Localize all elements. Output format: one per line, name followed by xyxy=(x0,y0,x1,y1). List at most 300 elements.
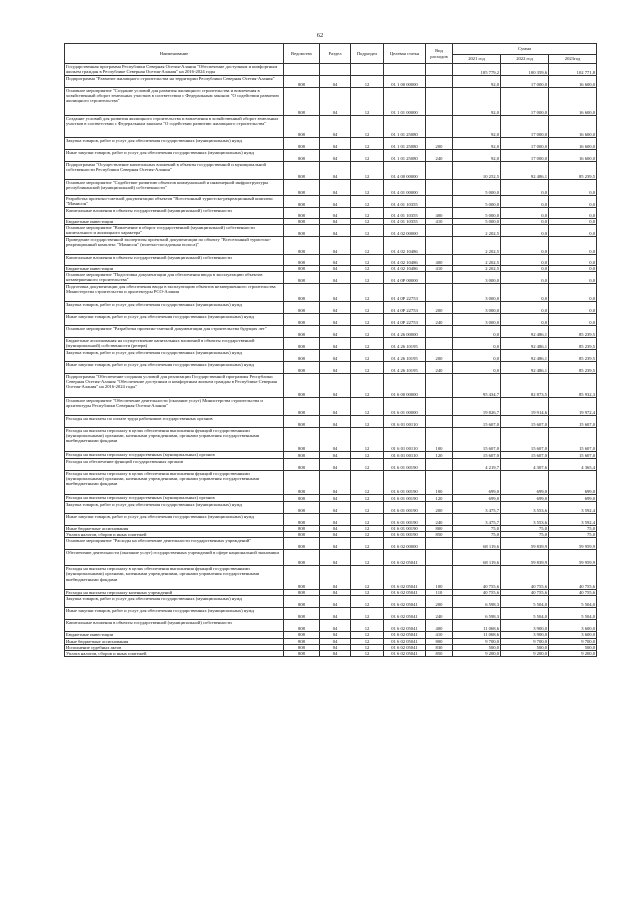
cell-2022: 5 504,0 xyxy=(501,608,549,620)
table-row xyxy=(65,162,597,180)
cell-section: 04 xyxy=(320,452,351,459)
cell-section: 04 xyxy=(320,362,351,374)
cell-2023: 3 592,4 xyxy=(549,502,597,514)
cell-target: 01 6 02 05041 xyxy=(384,620,426,632)
cell-exp-type xyxy=(426,116,453,138)
table-row xyxy=(65,237,597,255)
cell-exp-type: 120 xyxy=(426,452,453,459)
table-row xyxy=(65,650,597,656)
cell-2023: 40 755,6 xyxy=(549,590,597,596)
cell-subsection: 12 xyxy=(351,374,384,398)
cell-2021: 68 119,6 xyxy=(453,538,501,550)
table-row xyxy=(65,255,597,266)
cell-2021: 15 607,0 xyxy=(453,428,501,452)
cell-subsection: 12 xyxy=(351,550,384,566)
cell-section: 04 xyxy=(320,208,351,219)
cell-target: 01 6 01 00110 xyxy=(384,428,426,452)
cell-2021: 500,0 xyxy=(453,644,501,650)
cell-2021: 10 252,5 xyxy=(453,162,501,180)
cell-target: 01 6 00 00000 xyxy=(384,374,426,398)
header-section: Раздел xyxy=(320,44,351,64)
cell-name: Уплата налогов, сборов и иных платежей xyxy=(65,650,284,656)
cell-exp-type xyxy=(426,416,453,428)
cell-name: Бюджетные ассигнования на осуществление капитальных вложений в объекты государственной (муниципальной) собственности (резерв) xyxy=(65,338,284,350)
table-header xyxy=(65,44,597,64)
table-row xyxy=(65,272,597,284)
cell-subsection: 12 xyxy=(351,150,384,162)
cell-2021: 3 475,7 xyxy=(453,514,501,526)
cell-dept: 808 xyxy=(284,620,320,632)
cell-2022: 0,0 xyxy=(501,266,549,272)
table-row xyxy=(65,138,597,150)
cell-2021: 92,0 xyxy=(453,150,501,162)
cell-exp-type: 100 xyxy=(426,428,453,452)
cell-exp-type: 400 xyxy=(426,208,453,219)
cell-2022: 699,0 xyxy=(501,471,549,495)
cell-name: Проведение государственной экспертизы проектной документации по объекту "Всесезонный туристско-рекреационный комплекс "Мамисон" (взлетно-посадочная полоса)" xyxy=(65,237,284,255)
cell-2021: 40 755,6 xyxy=(453,566,501,590)
cell-dept: 808 xyxy=(284,638,320,644)
cell-subsection: 12 xyxy=(351,338,384,350)
cell-2023: 9 700,0 xyxy=(549,638,597,644)
cell-section: 04 xyxy=(320,237,351,255)
cell-section: 04 xyxy=(320,538,351,550)
header-year-2022: 2022 год xyxy=(501,55,549,64)
table-row xyxy=(65,314,597,326)
cell-target: 01 6 01 00190 xyxy=(384,514,426,526)
cell-2023: 0,0 xyxy=(549,180,597,196)
cell-name: Основное мероприятие "Разработка проектно-сметной документации для строительства будущих лет" xyxy=(65,326,284,338)
header-year-2023: 2023год xyxy=(549,55,597,64)
cell-exp-type: 410 xyxy=(426,632,453,638)
cell-2023: 500,0 xyxy=(549,644,597,650)
cell-2021: 11 068,6 xyxy=(453,620,501,632)
cell-dept: 808 xyxy=(284,428,320,452)
cell-2023: 85 239,5 xyxy=(549,338,597,350)
cell-2021: 11 068,6 xyxy=(453,632,501,638)
table-row xyxy=(65,566,597,590)
table-row xyxy=(65,225,597,237)
cell-exp-type xyxy=(426,326,453,338)
cell-section: 04 xyxy=(320,428,351,452)
cell-exp-type: 100 xyxy=(426,566,453,590)
cell-2022: 17 000,0 xyxy=(501,88,549,116)
cell-section: 04 xyxy=(320,566,351,590)
cell-2021: 92,0 xyxy=(453,88,501,116)
cell-name: Капитальные вложения в объекты государственной (муниципальной) собственности xyxy=(65,255,284,266)
cell-exp-type: 800 xyxy=(426,638,453,644)
cell-2023: 16 600,0 xyxy=(549,88,597,116)
cell-2022: 0,0 xyxy=(501,219,549,225)
page-number: 62 xyxy=(316,32,324,39)
cell-name: Закупка товаров, работ и услуг для обеспечения государственных (муниципальных) нужд xyxy=(65,302,284,314)
cell-target: 01 6 01 00190 xyxy=(384,532,426,538)
cell-target: 01 6 01 00190 xyxy=(384,495,426,502)
cell-target: 01 4 02 10486 xyxy=(384,255,426,266)
cell-exp-type xyxy=(426,76,453,88)
cell-dept: 808 xyxy=(284,526,320,532)
cell-subsection: 12 xyxy=(351,644,384,650)
cell-dept: 808 xyxy=(284,284,320,302)
cell-section: 04 xyxy=(320,590,351,596)
cell-subsection: 12 xyxy=(351,620,384,632)
cell-2023: 85 932,3 xyxy=(549,374,597,398)
cell-2023: 0,0 xyxy=(549,255,597,266)
cell-exp-type xyxy=(426,237,453,255)
cell-target: 01 1 01 25080 xyxy=(384,138,426,150)
cell-name: Разработка проектно-сметной документации объектов "Всесезонный туристско-рекреационный комплекс "Мамисон" xyxy=(65,196,284,208)
cell-section: 04 xyxy=(320,76,351,88)
cell-name: Подпрограмма "Развитие жилищного строительства на территории Республики Северная Осетия-Алания" xyxy=(65,76,284,88)
cell-2023: 16 600,0 xyxy=(549,150,597,162)
cell-2023: 5 504,0 xyxy=(549,596,597,608)
cell-2022: 75,0 xyxy=(501,526,549,532)
cell-target: 01 6 01 00190 xyxy=(384,526,426,532)
cell-2022: 17 000,0 xyxy=(501,138,549,150)
cell-dept: 808 xyxy=(284,632,320,638)
cell-name: Расходы на выплаты персоналу в целях обеспечения выполнения функций государственными (муниципальными) органами, казенными учреждениями, органами управления государственными внебюджетными фондами xyxy=(65,428,284,452)
cell-name: Расходы на выплаты персоналу в целях обеспечения выполнения функций государственными (муниципальными) органами, казенными учреждениями, органами управления государственными внебюджетными фондами xyxy=(65,566,284,590)
cell-2021: 15 607,0 xyxy=(453,416,501,428)
cell-name: Обеспечение деятельности (оказание услуг) государственных учреждений в сфере национальной экономики xyxy=(65,550,284,566)
cell-name: Основное мероприятие "Расходы на обеспечение деятельности государственных учреждений" xyxy=(65,538,284,550)
cell-2021: 3 000,0 xyxy=(453,272,501,284)
cell-2021: 699,0 xyxy=(453,471,501,495)
cell-dept: 808 xyxy=(284,208,320,219)
cell-dept: 808 xyxy=(284,150,320,162)
cell-exp-type: 200 xyxy=(426,138,453,150)
cell-name: Иные бюджетные ассигнования xyxy=(65,638,284,644)
cell-name: Подпрограмма "Обеспечение создания условий для реализации Государственной программы Республики Северная Осетия-Алания "Обеспечение доступным и комфортным жильем граждан в Республике Северная Осетия-Алания" на 2016-2024 годы" xyxy=(65,374,284,398)
cell-2021: 92,0 xyxy=(453,138,501,150)
cell-section: 04 xyxy=(320,88,351,116)
cell-2023: 3 600,0 xyxy=(549,632,597,638)
cell-target: 01 4 26 10195 xyxy=(384,350,426,362)
cell-2022: 0,0 xyxy=(501,208,549,219)
cell-2023: 16 600,0 xyxy=(549,116,597,138)
table-row xyxy=(65,495,597,502)
cell-dept: 808 xyxy=(284,88,320,116)
header-year-2021: 2021 год xyxy=(453,55,501,64)
cell-target: 01 6 02 00000 xyxy=(384,538,426,550)
cell-2022: 92 486,1 xyxy=(501,362,549,374)
cell-subsection: 12 xyxy=(351,284,384,302)
cell-target: 01 4 02 10486 xyxy=(384,266,426,272)
cell-2023: 102 771,8 xyxy=(549,64,597,76)
cell-subsection: 12 xyxy=(351,314,384,326)
cell-2021: 105 779,2 xyxy=(453,64,501,76)
cell-2023: 0,0 xyxy=(549,208,597,219)
cell-2021: 2 202,5 xyxy=(453,225,501,237)
cell-subsection: 12 xyxy=(351,302,384,314)
cell-subsection: 12 xyxy=(351,237,384,255)
cell-target: 01 4 00 00000 xyxy=(384,162,426,180)
cell-dept: 808 xyxy=(284,495,320,502)
cell-2023: 3 600,0 xyxy=(549,620,597,632)
cell-2022: 82 873,5 xyxy=(501,374,549,398)
table-row xyxy=(65,76,597,88)
cell-exp-type: 410 xyxy=(426,266,453,272)
cell-subsection: 12 xyxy=(351,208,384,219)
table-row xyxy=(65,550,597,566)
cell-2023: 15 607,0 xyxy=(549,428,597,452)
cell-target: 01 4 02 00000 xyxy=(384,225,426,237)
cell-dept: 808 xyxy=(284,550,320,566)
cell-2023: 0,0 xyxy=(549,196,597,208)
cell-2023: 0,0 xyxy=(549,237,597,255)
cell-2023: 15 607,0 xyxy=(549,416,597,428)
cell-exp-type xyxy=(426,284,453,302)
header-exp-type: Вид расходов xyxy=(426,44,453,64)
cell-name: Бюджетные инвестиции xyxy=(65,632,284,638)
cell-2023: 3 592,4 xyxy=(549,514,597,526)
cell-2022: 3 553,6 xyxy=(501,502,549,514)
cell-2022: 40 755,6 xyxy=(501,566,549,590)
cell-exp-type: 400 xyxy=(426,255,453,266)
cell-name: Иные закупки товаров, работ и услуг для обеспечения государственных (муниципальных) нужд xyxy=(65,314,284,326)
cell-2021: 3 000,0 xyxy=(453,314,501,326)
cell-dept: 808 xyxy=(284,566,320,590)
cell-2021: 0,0 xyxy=(453,350,501,362)
cell-subsection: 12 xyxy=(351,452,384,459)
cell-2023: 85 239,5 xyxy=(549,162,597,180)
cell-target: 01 1 01 25080 xyxy=(384,150,426,162)
cell-2022: 92 486,1 xyxy=(501,326,549,338)
cell-dept: 808 xyxy=(284,266,320,272)
cell-target: 01 6 01 00190 xyxy=(384,459,426,471)
cell-2022: 100 359,6 xyxy=(501,64,549,76)
cell-subsection: 12 xyxy=(351,272,384,284)
cell-target: 01 6 02 05041 xyxy=(384,650,426,656)
cell-2021: 2 202,5 xyxy=(453,237,501,255)
cell-2022: 92 486,1 xyxy=(501,162,549,180)
cell-target: 01 6 02 05041 xyxy=(384,638,426,644)
table-row xyxy=(65,502,597,514)
cell-section: 04 xyxy=(320,398,351,416)
cell-exp-type: 830 xyxy=(426,644,453,650)
cell-subsection: 12 xyxy=(351,538,384,550)
cell-target: 01 6 01 00000 xyxy=(384,398,426,416)
cell-2021: 19 826,7 xyxy=(453,398,501,416)
table-row xyxy=(65,416,597,428)
cell-dept: 808 xyxy=(284,452,320,459)
cell-exp-type: 400 xyxy=(426,620,453,632)
cell-name: Исполнение судебных актов xyxy=(65,644,284,650)
table-row xyxy=(65,284,597,302)
cell-name: Иные закупки товаров, работ и услуг для обеспечения государственных (муниципальных) нужд xyxy=(65,150,284,162)
cell-target: 01 6 02 05041 xyxy=(384,550,426,566)
table-row xyxy=(65,596,597,608)
cell-2021: 3 000,0 xyxy=(453,302,501,314)
cell-name: Уплата налогов, сборов и иных платежей xyxy=(65,532,284,538)
cell-subsection: 12 xyxy=(351,526,384,532)
cell-target: 01 4 0Р 00000 xyxy=(384,272,426,284)
cell-dept: 808 xyxy=(284,590,320,596)
cell-exp-type xyxy=(426,538,453,550)
cell-2022: 0,0 xyxy=(501,284,549,302)
cell-2022: 0,0 xyxy=(501,237,549,255)
cell-dept: 808 xyxy=(284,459,320,471)
cell-name: Бюджетные инвестиции xyxy=(65,266,284,272)
cell-subsection: 12 xyxy=(351,196,384,208)
table-row xyxy=(65,326,597,338)
cell-subsection: 12 xyxy=(351,471,384,495)
cell-dept: 808 xyxy=(284,502,320,514)
cell-name: Капитальные вложения в объекты государственной (муниципальной) собственности xyxy=(65,620,284,632)
table-row xyxy=(65,150,597,162)
cell-dept: 808 xyxy=(284,644,320,650)
cell-target xyxy=(384,64,426,76)
cell-2021: 75,0 xyxy=(453,526,501,532)
cell-target: 01 1 00 00000 xyxy=(384,76,426,88)
cell-name: Иные закупки товаров, работ и услуг для обеспечения государственных (муниципальных) нужд xyxy=(65,362,284,374)
cell-2023: 0,0 xyxy=(549,272,597,284)
cell-name: Иные закупки товаров, работ и услуг для обеспечения государственных (муниципальных) нужд xyxy=(65,608,284,620)
cell-subsection: 12 xyxy=(351,350,384,362)
cell-2023: 40 755,6 xyxy=(549,566,597,590)
cell-dept: 808 xyxy=(284,225,320,237)
cell-name: Основное мероприятие "Содействие развитию объектов коммунальной и инженерной инфраструктуры республиканской (муниципальной) собственности" xyxy=(65,180,284,196)
cell-subsection: 12 xyxy=(351,255,384,266)
cell-2021: 5 000,0 xyxy=(453,219,501,225)
table-row xyxy=(65,459,597,471)
cell-subsection: 12 xyxy=(351,88,384,116)
cell-target: 01 4 01 00000 xyxy=(384,180,426,196)
cell-exp-type: 410 xyxy=(426,219,453,225)
cell-dept: 808 xyxy=(284,362,320,374)
cell-2023: 0,0 xyxy=(549,225,597,237)
table-row xyxy=(65,398,597,416)
cell-exp-type: 200 xyxy=(426,302,453,314)
cell-2023: 15 607,0 xyxy=(549,452,597,459)
cell-dept: 808 xyxy=(284,350,320,362)
table-row xyxy=(65,88,597,116)
cell-section: 04 xyxy=(320,502,351,514)
header-name: Наименование xyxy=(65,44,284,64)
cell-2022: 40 755,6 xyxy=(501,590,549,596)
cell-subsection: 12 xyxy=(351,590,384,596)
cell-section: 04 xyxy=(320,219,351,225)
cell-2021: 4 219,7 xyxy=(453,459,501,471)
cell-section: 04 xyxy=(320,416,351,428)
cell-2022: 92 486,1 xyxy=(501,350,549,362)
cell-subsection: 12 xyxy=(351,225,384,237)
cell-section: 04 xyxy=(320,471,351,495)
cell-exp-type xyxy=(426,162,453,180)
cell-exp-type xyxy=(426,459,453,471)
cell-2021: 0,0 xyxy=(453,362,501,374)
cell-target: 01 6 01 00190 xyxy=(384,502,426,514)
cell-2021: 92,0 xyxy=(453,76,501,88)
cell-section: 04 xyxy=(320,225,351,237)
cell-2021: 2 202,5 xyxy=(453,255,501,266)
cell-2021: 699,0 xyxy=(453,495,501,502)
cell-target: 01 4 01 10355 xyxy=(384,196,426,208)
cell-2021: 9 700,0 xyxy=(453,638,501,644)
cell-target: 01 4 26 00000 xyxy=(384,326,426,338)
cell-dept xyxy=(284,64,320,76)
cell-section: 04 xyxy=(320,514,351,526)
cell-dept: 808 xyxy=(284,272,320,284)
cell-section: 04 xyxy=(320,272,351,284)
cell-2021: 5 000,0 xyxy=(453,208,501,219)
cell-subsection: 12 xyxy=(351,632,384,638)
cell-section: 04 xyxy=(320,196,351,208)
table-body xyxy=(65,64,597,657)
cell-2022: 59 839,9 xyxy=(501,538,549,550)
cell-name: Основное мероприятие "Подготовка документации для обеспечения ввода в эксплуатацию объектов незавершенного строительства" xyxy=(65,272,284,284)
cell-target: 01 6 02 05041 xyxy=(384,632,426,638)
cell-dept: 808 xyxy=(284,162,320,180)
cell-2021: 68 119,6 xyxy=(453,550,501,566)
header-subsection: Подраздел xyxy=(351,44,384,64)
table-row xyxy=(65,338,597,350)
cell-2021: 6 598,3 xyxy=(453,608,501,620)
cell-2022: 3 553,6 xyxy=(501,514,549,526)
cell-2021: 9 200,0 xyxy=(453,650,501,656)
table-row xyxy=(65,208,597,219)
cell-target: 01 1 01 25080 xyxy=(384,116,426,138)
cell-2022: 17 000,0 xyxy=(501,116,549,138)
cell-subsection: 12 xyxy=(351,502,384,514)
cell-2023: 59 959,9 xyxy=(549,538,597,550)
table-row xyxy=(65,538,597,550)
cell-target: 01 4 26 10195 xyxy=(384,338,426,350)
cell-2021: 0,0 xyxy=(453,338,501,350)
cell-exp-type: 120 xyxy=(426,495,453,502)
cell-exp-type: 240 xyxy=(426,608,453,620)
cell-name: Расходы на выплаты персоналу государственных (муниципальных) органов xyxy=(65,452,284,459)
cell-name: Государственная программа Республики Северная Осетия-Алания "Обеспечение доступным и комфортным жильем граждан в Республике Северная Осетия-Алания" на 2016-2024 годы xyxy=(65,64,284,76)
cell-exp-type xyxy=(426,64,453,76)
cell-dept: 808 xyxy=(284,116,320,138)
cell-2022: 75,0 xyxy=(501,532,549,538)
cell-name: Подготовка документации для обеспечения ввода в эксплуатацию объектов незавершенного строительства Министерства строительства и архитектуры РСО-Алания xyxy=(65,284,284,302)
cell-2021: 40 755,6 xyxy=(453,590,501,596)
cell-subsection: 12 xyxy=(351,138,384,150)
cell-section: 04 xyxy=(320,255,351,266)
cell-dept: 808 xyxy=(284,237,320,255)
cell-2021: 0,0 xyxy=(453,326,501,338)
cell-dept: 808 xyxy=(284,596,320,608)
cell-exp-type: 200 xyxy=(426,596,453,608)
cell-exp-type xyxy=(426,272,453,284)
cell-exp-type xyxy=(426,374,453,398)
cell-target: 01 4 01 10355 xyxy=(384,208,426,219)
cell-subsection: 12 xyxy=(351,638,384,644)
cell-section: 04 xyxy=(320,338,351,350)
cell-2021: 3 475,7 xyxy=(453,502,501,514)
cell-exp-type: 850 xyxy=(426,532,453,538)
cell-exp-type: 240 xyxy=(426,314,453,326)
table-row xyxy=(65,452,597,459)
cell-section: 04 xyxy=(320,650,351,656)
cell-2022: 15 607,0 xyxy=(501,452,549,459)
cell-exp-type xyxy=(426,398,453,416)
cell-target: 01 6 02 05041 xyxy=(384,590,426,596)
cell-exp-type: 110 xyxy=(426,590,453,596)
cell-subsection: 12 xyxy=(351,596,384,608)
cell-target: 01 6 01 00110 xyxy=(384,416,426,428)
cell-name: Бюджетные инвестиции xyxy=(65,219,284,225)
table-row xyxy=(65,428,597,452)
table-row xyxy=(65,180,597,196)
table-row xyxy=(65,362,597,374)
cell-2021: 3 000,0 xyxy=(453,284,501,302)
cell-section: 04 xyxy=(320,150,351,162)
cell-section: 04 xyxy=(320,608,351,620)
cell-2023: 0,0 xyxy=(549,302,597,314)
